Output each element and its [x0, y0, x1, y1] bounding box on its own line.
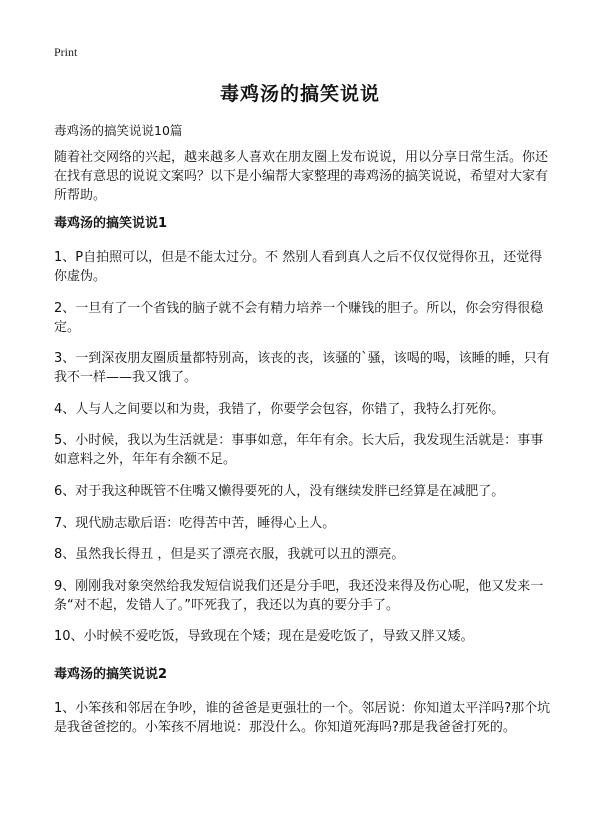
- list-item: 3、一到深夜朋友圈质量都特别高，该丧的丧，该骚的`骚，该喝的喝，该睡的睡，只有我不一样——我又饿了。: [54, 351, 550, 386]
- section-heading: 毒鸡汤的搞笑说说1: [54, 216, 168, 231]
- article-content: [54, 214, 554, 750]
- list-item: 9、刚刚我对象突然给我发短信说我们还是分手吧，我还没来得及伤心呢，他又发来一条“对不起，发错人了。”吓死我了，我还以为真的要分手了。: [54, 578, 544, 613]
- list-item: 10、小时候不爱吃饭，导致现在个矮；现在是爱吃饭了，导致又胖又矮。: [54, 629, 474, 645]
- section-1: [54, 214, 554, 646]
- list-item: 8、虽然我长得丑 ，但是买了漂亮衣服，我就可以丑的漂亮。: [54, 547, 405, 563]
- intro-paragraph: 随着社交网络的兴起，越来越多人喜欢在朋友圈上发布说说，用以分享日常生活。你还在找有意思的说说文案吗？以下是小编帮大家整理的毒鸡汤的搞笑说说，希望对大家有所帮助。: [54, 150, 549, 203]
- page-title: 毒鸡汤的搞笑说说: [219, 83, 380, 105]
- list-item: 1、小笨孩和邻居在争吵，谁的爸爸是更强壮的一个。邻居说：你知道太平洋吗?那个坑是我爸爸挖的。小笨孩不屑地说：那没什么。你知道死海吗?那是我爸爸打死的。: [54, 700, 551, 735]
- print-label: Print: [54, 45, 78, 59]
- section-2: [54, 665, 554, 737]
- list-item: 5、小时候，我以为生活就是：事事如意，年年有余。长大后，我发现生活就是：事事如意料之外，年年有余额不足。: [54, 433, 544, 468]
- list-item: 4、人与人之间要以和为贵，我错了，你要学会包容，你错了，我特么打死你。: [54, 401, 505, 417]
- page-subtitle: 毒鸡汤的搞笑说说10篇: [54, 123, 183, 138]
- list-item: 6、对于我这种既管不住嘴又懒得要死的人，没有继续发胖已经算是在减肥了。: [54, 483, 505, 499]
- list-item: 7、现代励志歇后语：吃得苦中苦，睡得心上人。: [54, 515, 336, 531]
- list-item: 2、一旦有了一个省钱的脑子就不会有精力培养一个赚钱的胆子。所以，你会穷得很稳定。: [54, 300, 544, 335]
- section-heading: 毒鸡汤的搞笑说说2: [54, 666, 168, 682]
- list-item: 1、P自拍照可以，但是不能太过分。不 然别人看到真人之后不仅仅觉得你丑，还觉得你虚伪。: [54, 250, 543, 284]
